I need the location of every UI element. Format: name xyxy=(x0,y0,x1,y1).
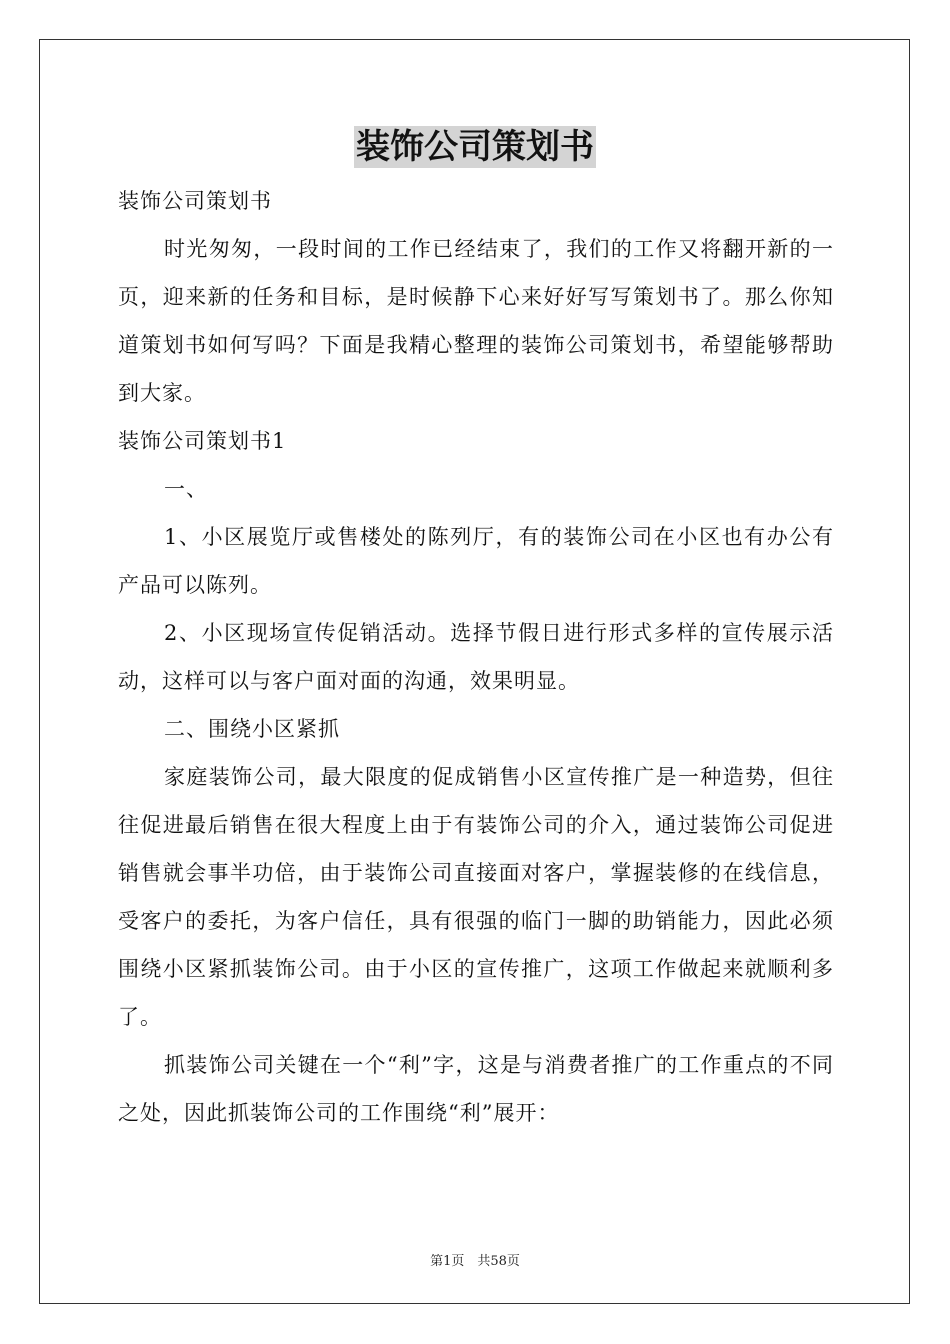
document-title: 装饰公司策划书 xyxy=(356,127,594,167)
paragraph-1: 时光匆匆，一段时间的工作已经结束了，我们的工作又将翻开新的一页，迎来新的任务和目标，是时候静下心来好好写写策划书了。那么你知道策划书如何写吗？下面是我精心整理的装饰公司策划书，希望能够帮助到大家。 xyxy=(118,237,834,405)
paragraph-4: 1、小区展览厅或售楼处的陈列厅，有的装饰公司在小区也有办公有产品可以陈列。 xyxy=(118,525,834,597)
paragraph-5: 2、小区现场宣传促销活动。选择节假日进行形式多样的宣传展示活动，这样可以与客户面对面的沟通，效果明显。 xyxy=(118,621,834,693)
paragraph-8: 抓装饰公司关键在一个“利”字，这是与消费者推广的工作重点的不同之处，因此抓装饰公司的工作围绕“利”展开： xyxy=(118,1053,834,1125)
page-footer: 第1页 共58页 xyxy=(430,1254,520,1269)
document-body xyxy=(118,177,834,1137)
paragraph-0: 装饰公司策划书 xyxy=(118,189,272,213)
title-wrap xyxy=(0,126,950,168)
paragraph-6: 二、围绕小区紧抓 xyxy=(164,717,340,741)
paragraph-7: 家庭装饰公司，最大限度的促成销售小区宣传推广是一种造势，但往往促进最后销售在很大程度上由于有装饰公司的介入，通过装饰公司促进销售就会事半功倍，由于装饰公司直接面对客户，掌握装修的在线信息，受客户的委托，为客户信任，具有很强的临门一脚的助销能力，因此必须围绕小区紧抓装饰公司。由于小区的宣传推广，这项工作做起来就顺利多了。 xyxy=(118,765,834,1029)
paragraph-3: 一、 xyxy=(164,477,208,501)
paragraph-2: 装饰公司策划书1 xyxy=(118,429,287,453)
